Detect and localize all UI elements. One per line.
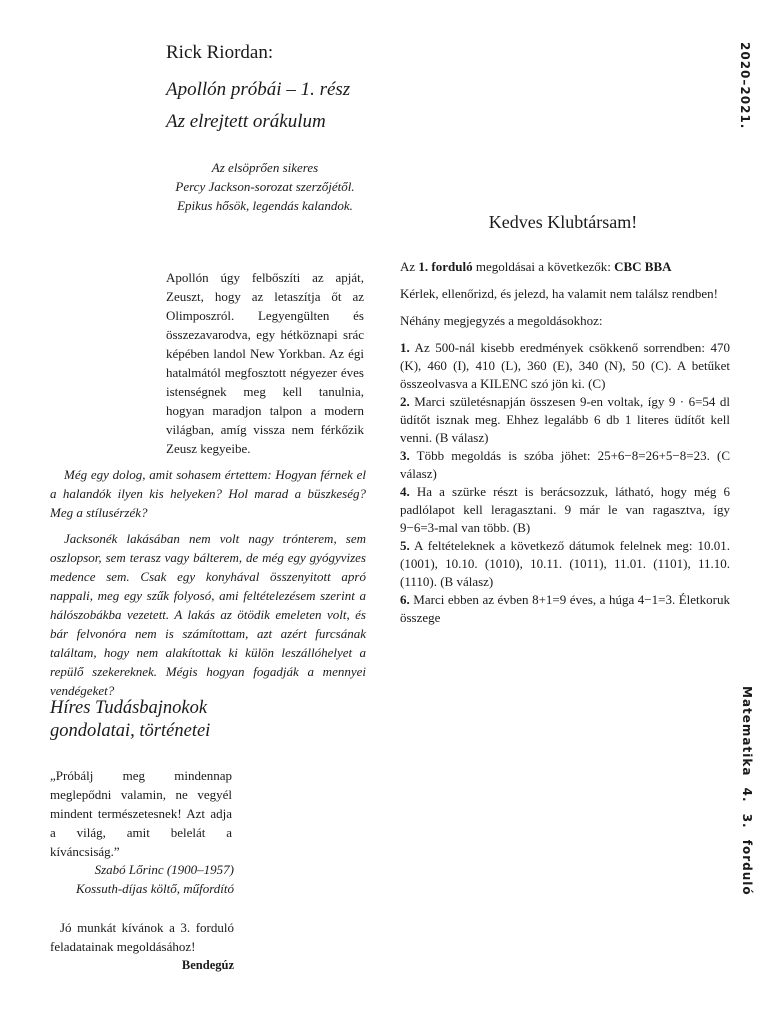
solution-number: 3. [400, 448, 410, 463]
signature: Bendegúz [181, 958, 234, 972]
solution-item [400, 591, 730, 627]
solution-number: 4. [400, 484, 410, 499]
answers-line [400, 258, 730, 276]
solution-number: 2. [400, 394, 410, 409]
solution-item [400, 447, 730, 483]
book-tagline [160, 158, 370, 215]
letter-greeting: Kedves Klubtársam! [488, 212, 638, 232]
year-label: 2020–2021. [738, 42, 752, 130]
answer-code: CBC BBA [614, 259, 672, 274]
solution-text: Ha a szürke részt is berácsozzuk, látható, hogy még 6 padlólapot kell leragasztani. 9 már le van ragasztva, így 9−6=3-mal van több. (B) [400, 484, 730, 535]
solution-number: 1. [400, 340, 410, 355]
famous-section-title [50, 697, 210, 743]
solution-text: Marci születésnapján összesen 9-en voltak, így 9 · 6=54 dl üdítőt isznak meg. Ehhez legalább 6 db 1 literes üdítőt kell venni. (B válasz) [400, 394, 730, 445]
quote-author-desc: Kossuth-díjas költő, műfordító [75, 881, 234, 896]
answers-intro-rest: megoldásai a következők: [472, 259, 615, 274]
check-text: Kérlek, ellenőrizd, és jelezd, ha valamit nem találsz rendben! [400, 286, 718, 301]
subject-label: Matematika 4. 3. forduló [740, 686, 754, 896]
excerpt-paragraph: Jacksonék lakásában nem volt nagy trónterem, sem oszlopsor, sem terasz vagy bálterem, de még egy gyógyvizes medence sem. Csak egy konyhával összenyitott apró nappali, meg egy szűk folyosó, ami feltételezésem szerint a hálószobákba vezetett. A lakás az ötödik emeleten volt, és bár felvonóra nem is számítottam, azt azért furcsának találtam, hogy nem alakítottak ki külön leszállóhelyet a repülő szekereknek. Mégis hogyan fogadják a mennyei vendégeket? [50, 531, 366, 698]
solution-item [400, 537, 730, 591]
famous-title-line2: gondolatai, történetei [50, 721, 211, 741]
solution-text: Az 500-nál kisebb eredmények csökkenő sorrendben: 470 (K), 460 (I), 410 (L), 360 (E), 340 (N), 50 (C). A betűket összeolvasva a KILENC szó jön ki. (C) [400, 340, 730, 391]
solution-text: Több megoldás is szóba jöhet: 25+6−8=26+5−8=23. (C válasz) [400, 448, 730, 481]
solution-item [400, 483, 730, 537]
tagline-line: Az elsöprően sikeres [211, 160, 319, 175]
book-summary: Apollón úgy felbőszíti az apját, Zeuszt, hogy az letaszítja őt az Olimposzról. Legyengülten és összezavarodva, egy hétköznapi srác képében landol New Yorkban. Az égi hatalmától megfosztott négyezer éves istenségnek meg kell tanulnia, hogyan maradjon talpon a modern világban, amíg vissza nem férkőzik Zeusz kegyeibe. [166, 270, 364, 456]
letter-body [400, 258, 730, 627]
excerpt-paragraph: Még egy dolog, amit sohasem értettem: Hogyan férnek el a halandók ilyen kis helyeken? Hol marad a büszkeség? Meg a stílusérzék? [50, 467, 366, 520]
solution-text: Marci ebben az évben 8+1=9 éves, a húga 4−1=3. Életkoruk összege [400, 592, 730, 625]
book-title [166, 74, 350, 138]
solution-text: A feltételeknek a következő dátumok felelnek meg: 10.01. (1001), 10.10. (1010), 10.11. (1011), 11.01. (1101), 11.10. (1110). (B válasz) [400, 538, 730, 589]
tagline-line: Epikus hősök, legendás kalandok. [177, 198, 353, 213]
round-label: 1. forduló [418, 259, 473, 274]
quote-author: Szabó Lőrinc (1900–1957) [94, 862, 234, 877]
book-title-line1: Apollón próbái – 1. rész [166, 79, 351, 100]
book-title-line2: Az elrejtett orákulum [166, 111, 326, 132]
quote-attribution [50, 860, 234, 898]
solution-number: 5. [400, 538, 410, 553]
book-excerpt [50, 465, 366, 707]
notes-intro: Néhány megjegyzés a megoldásokhoz: [400, 313, 603, 328]
book-author: Rick Riordan: [166, 42, 274, 63]
solution-item [400, 393, 730, 447]
solution-number: 6. [400, 592, 410, 607]
tagline-line: Percy Jackson-sorozat szerzőjétől. [175, 179, 355, 194]
famous-title-line1: Híres Tudásbajnokok [50, 698, 208, 718]
answers-intro: Az [400, 259, 419, 274]
famous-quote: „Próbálj meg mindennap meglepődni valamin, ne vegyél mindent természetesnek! Azt adja a világ, amit belelát a kíváncsiság.” [50, 768, 232, 859]
good-luck-text: Jó munkát kívánok a 3. forduló feladatainak megoldásához! [50, 920, 234, 954]
solution-item [400, 339, 730, 393]
